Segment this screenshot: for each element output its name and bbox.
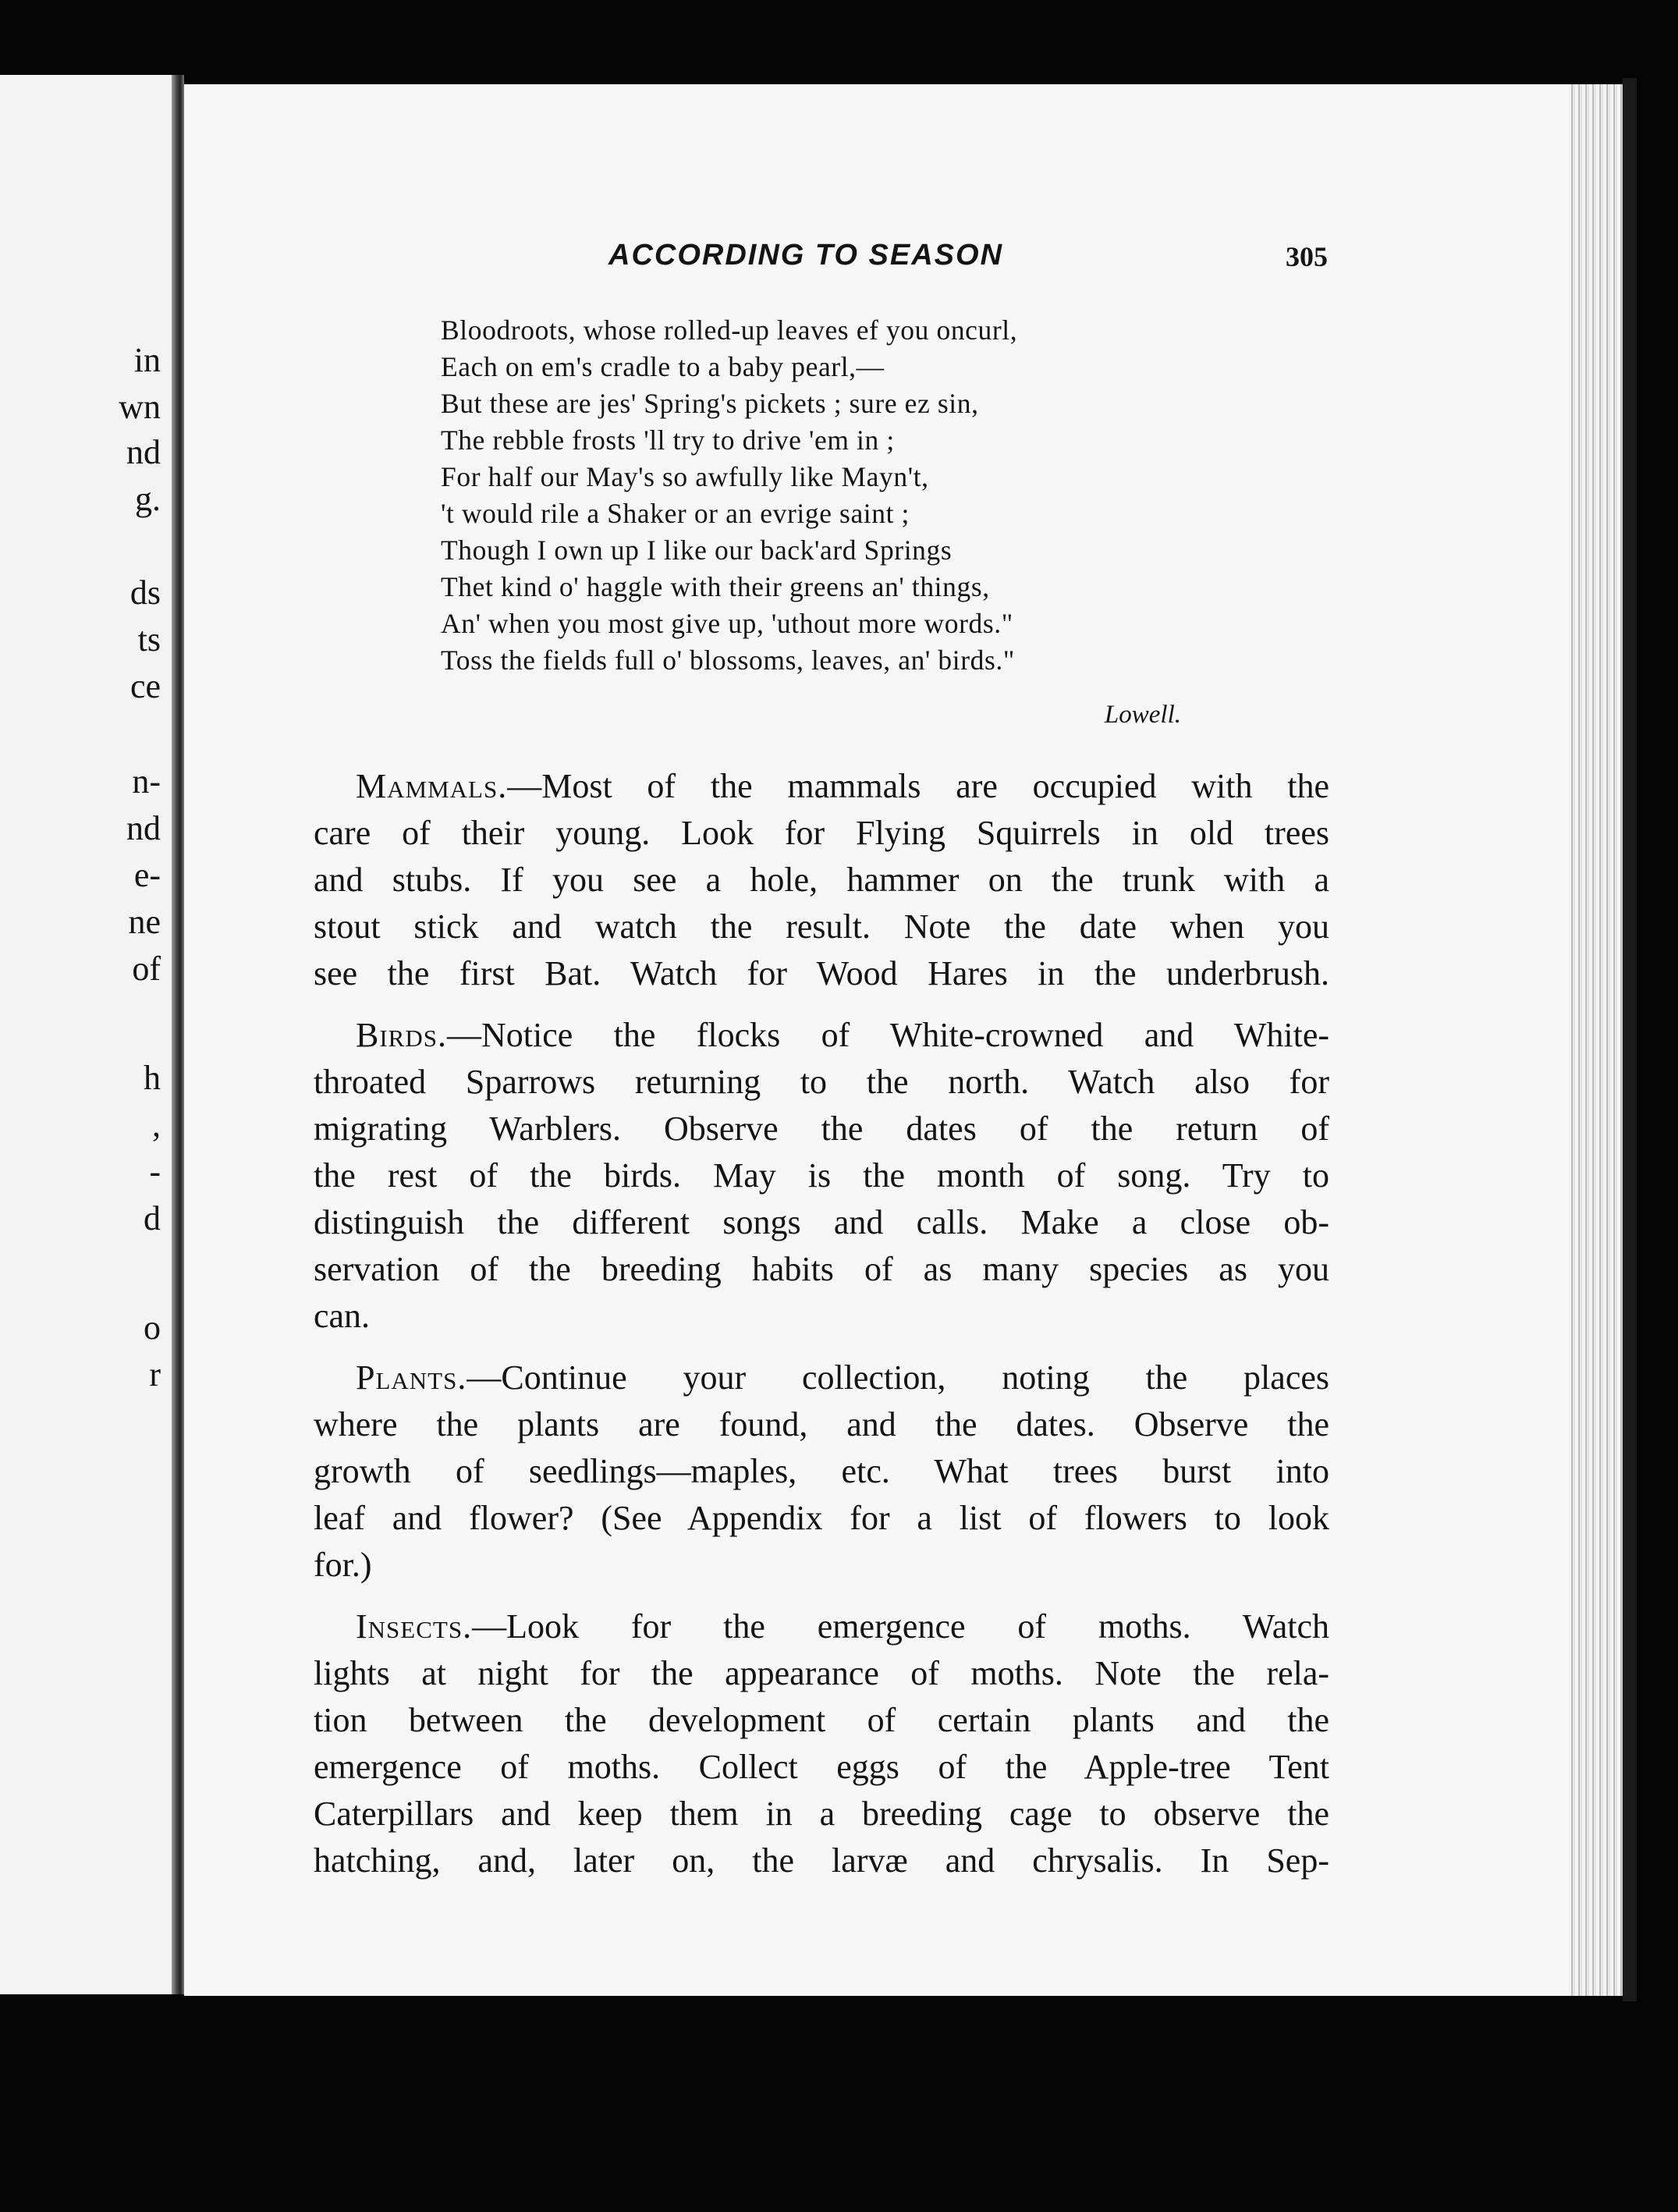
- poem-line: Thet kind o' haggle with their greens an' things,: [441, 571, 990, 602]
- page-edges: [1568, 84, 1623, 1996]
- left-page-fragment: ,: [152, 1106, 161, 1144]
- poem-line: The rebble frosts 'll try to drive 'em in ;: [441, 424, 895, 456]
- poem-line: 't would rile a Shaker or an evrige saint ;: [441, 498, 910, 529]
- left-page-fragment: ne: [128, 903, 161, 941]
- poem-attribution: Lowell.: [1104, 701, 1181, 729]
- left-page-fragment: h: [144, 1059, 161, 1097]
- body-text: [314, 763, 1329, 1899]
- text-line: growth of seedlings—maples, etc. What trees burst into: [314, 1452, 1329, 1490]
- text-line: servation of the breeding habits of as many species as you: [314, 1250, 1329, 1288]
- text-line: leaf and flower? (See Appendix for a list of flowers to look: [314, 1499, 1329, 1537]
- text-line: where the plants are found, and the dates. Observe the: [314, 1405, 1329, 1443]
- poem-line: Each on em's cradle to a baby pearl,—: [441, 351, 885, 382]
- left-page-fragment: nd: [126, 433, 161, 471]
- line-text: —Continue your collection, noting the places: [467, 1358, 1329, 1397]
- text-line: see the first Bat. Watch for Wood Hares in the underbrush.: [314, 954, 1329, 992]
- text-line: emergence of moths. Collect eggs of the Apple-tree Tent: [314, 1748, 1329, 1786]
- text-line: and stubs. If you see a hole, hammer on the trunk with a: [314, 861, 1329, 899]
- text-line: stout stick and watch the result. Note the date when you: [314, 907, 1329, 946]
- page-number: 305: [1286, 241, 1328, 272]
- poem-line: Though I own up I like our back'ard Springs: [441, 534, 953, 566]
- text-line: the rest of the birds. May is the month of song. Try to: [314, 1156, 1329, 1195]
- left-page-fragment: g.: [135, 480, 161, 518]
- text-line: [314, 763, 1329, 810]
- text-line: for.): [314, 1546, 372, 1584]
- line-text: —Look for the emergence of moths. Watch: [472, 1607, 1329, 1646]
- left-page-fragment: ce: [129, 667, 161, 705]
- left-page-fragment: ts: [137, 620, 161, 659]
- section-insects: [314, 1603, 1329, 1884]
- text-line: migrating Warblers. Observe the dates of the return of: [314, 1110, 1329, 1148]
- poem-line: For half our May's so awfully like Mayn't,: [441, 461, 929, 492]
- left-page-fragment: of: [132, 950, 161, 988]
- text-line: tion between the development of certain plants and the: [314, 1701, 1329, 1739]
- book-gutter: [172, 75, 184, 1994]
- left-page-fragment: r: [149, 1355, 161, 1394]
- poem-line: Toss the fields full o' blossoms, leaves, an' birds.": [441, 644, 1015, 676]
- text-line: lights at night for the appearance of moths. Note the rela-: [314, 1654, 1329, 1692]
- left-page-fragment: nd: [126, 809, 161, 847]
- left-page-fragment: o: [144, 1308, 161, 1347]
- left-page-fragment: in: [133, 341, 161, 379]
- text-line: Caterpillars and keep them in a breeding cage to observe the: [314, 1795, 1329, 1833]
- section-heading: Mammals.: [356, 767, 508, 805]
- text-line: can.: [314, 1297, 371, 1335]
- line-text: —Notice the flocks of White-crowned and White-: [446, 1016, 1329, 1054]
- line-text: —Most of the mammals are occupied with the: [507, 767, 1329, 805]
- poem-line: Bloodroots, whose rolled-up leaves ef you oncurl,: [441, 314, 1018, 346]
- text-line: distinguish the different songs and calls. Make a close ob-: [314, 1203, 1329, 1241]
- left-page-fragment: n-: [132, 762, 161, 801]
- section-mammals: [314, 763, 1329, 997]
- poem-line: But these are jes' Spring's pickets ; sure ez sin,: [441, 388, 979, 419]
- text-line: [314, 1012, 1329, 1059]
- running-title: ACCORDING TO SEASON: [608, 239, 1004, 272]
- running-head: [0, 239, 1678, 286]
- poem-quotation: [441, 312, 1221, 679]
- left-page-fragment: ds: [129, 573, 161, 612]
- left-page-fragment: wn: [119, 388, 161, 426]
- section-plants: [314, 1355, 1329, 1589]
- text-line: [314, 1355, 1329, 1401]
- previous-page-edge: [0, 75, 172, 1994]
- left-page-fragment: e-: [133, 856, 161, 894]
- text-line: hatching, and, later on, the larvæ and chrysalis. In Sep-: [314, 1841, 1329, 1880]
- poem-line: An' when you most give up, 'uthout more words.": [441, 608, 1013, 639]
- section-birds: [314, 1012, 1329, 1340]
- text-line: throated Sparrows returning to the north. Watch also for: [314, 1063, 1329, 1101]
- left-page-fragment: d: [144, 1199, 161, 1237]
- book-cover-edge: [1623, 78, 1637, 2001]
- left-page-fragment: -: [149, 1152, 161, 1191]
- text-line: [314, 1603, 1329, 1650]
- text-line: care of their young. Look for Flying Squirrels in old trees: [314, 814, 1329, 852]
- section-heading: Birds.: [356, 1016, 447, 1054]
- section-heading: Plants.: [356, 1358, 467, 1397]
- section-heading: Insects.: [356, 1607, 473, 1646]
